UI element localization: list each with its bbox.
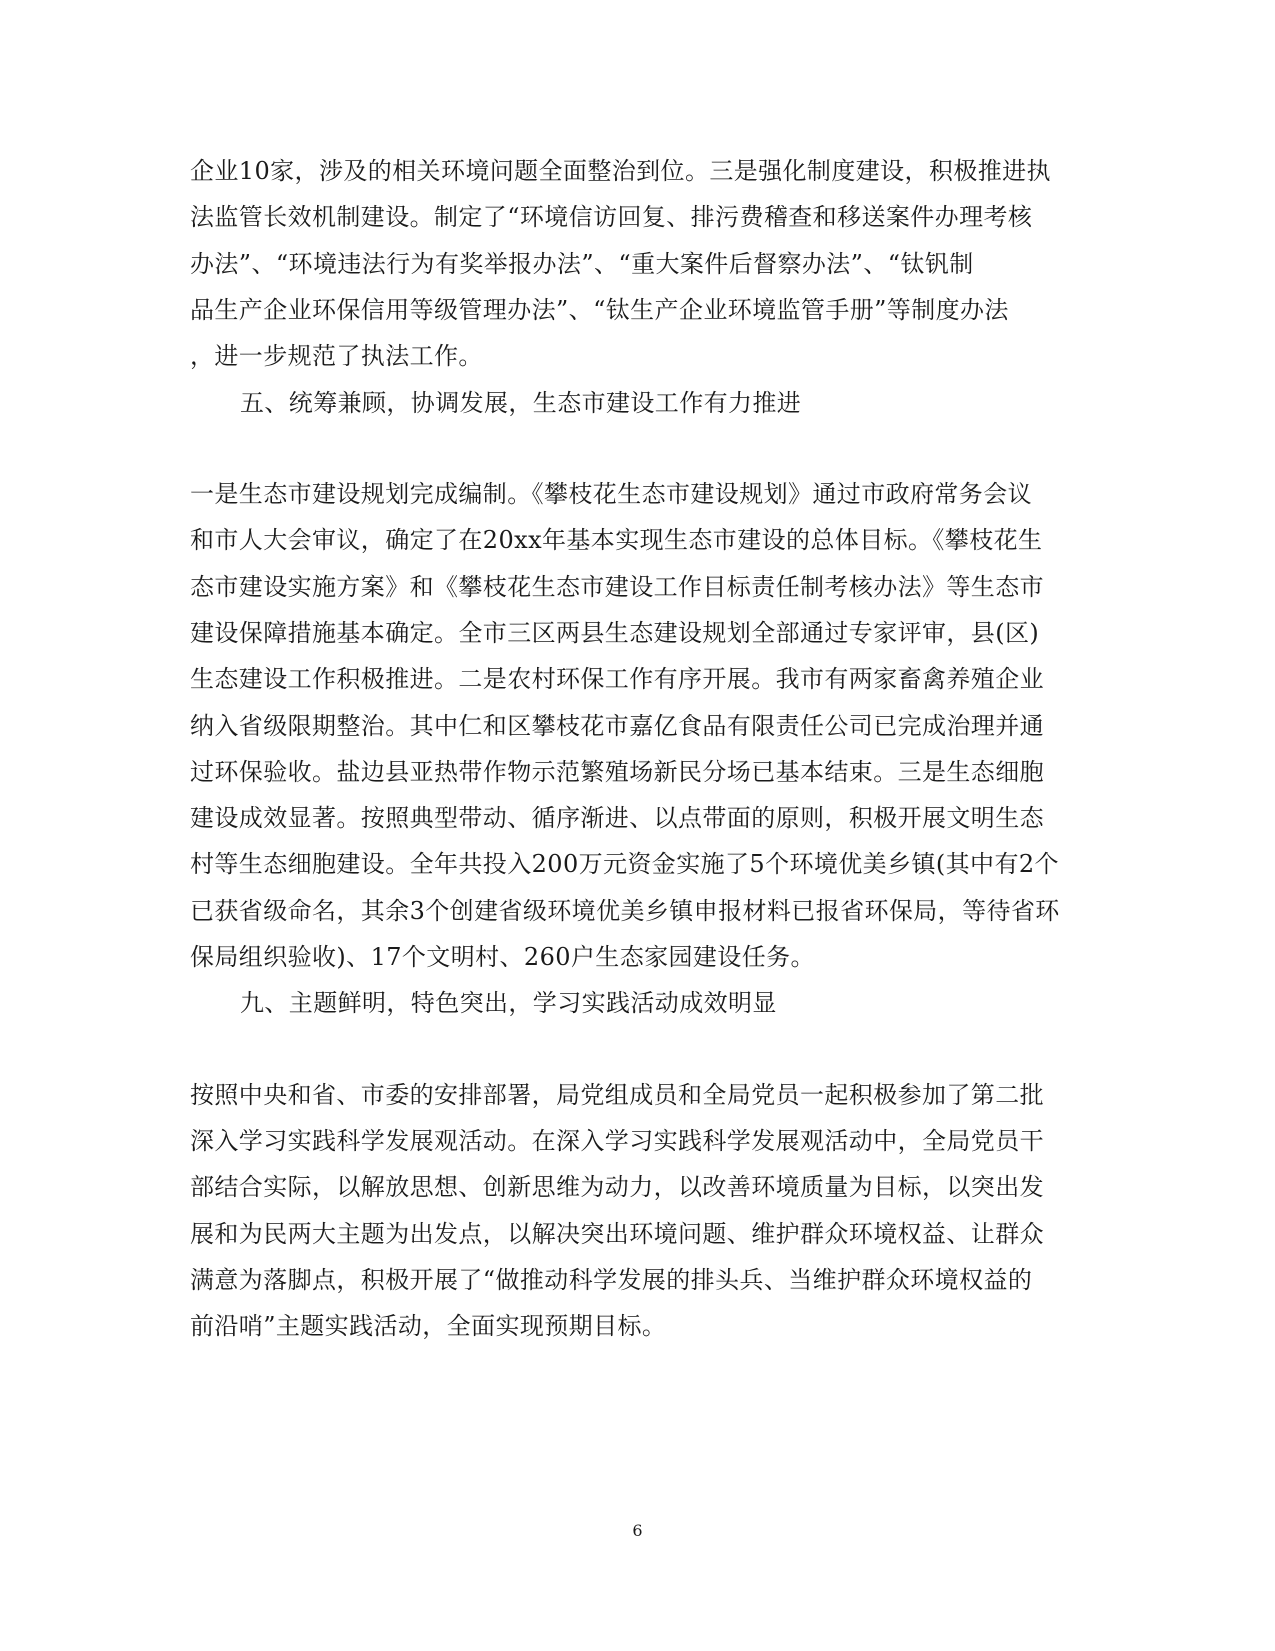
paragraph-line: 保局组织验收)、17个文明村、260户生态家园建设任务。 bbox=[190, 943, 815, 971]
paragraph-line: 法监管长效机制建设。制定了“环境信访回复、排污费稽查和移送案件办理考核 bbox=[190, 203, 1033, 231]
paragraph-line: 一是生态市建设规划完成编制。《攀枝花生态市建设规划》通过市政府常务会议 bbox=[190, 480, 1032, 508]
paragraph-line: 办法”、“环境违法行为有奖举报办法”、“重大案件后督察办法”、“钛钒制 bbox=[190, 250, 974, 278]
paragraph-line: 前沿哨”主题实践活动，全面实现预期目标。 bbox=[190, 1312, 667, 1340]
paragraph-line: 展和为民两大主题为出发点，以解决突出环境问题、维护群众环境权益、让群众 bbox=[190, 1220, 1044, 1248]
paragraph-line: 建设保障措施基本确定。全市三区两县生态建设规划全部通过专家评审，县(区) bbox=[190, 619, 1040, 647]
section-heading: 九、主题鲜明，特色突出，学习实践活动成效明显 bbox=[240, 989, 777, 1017]
paragraph-line: 企业10家，涉及的相关环境问题全面整治到位。三是强化制度建设，积极推进执 bbox=[190, 157, 1051, 185]
paragraph-line: 深入学习实践科学发展观活动。在深入学习实践科学发展观活动中，全局党员干 bbox=[190, 1127, 1044, 1155]
section-heading: 五、统筹兼顾，协调发展，生态市建设工作有力推进 bbox=[240, 389, 802, 417]
paragraph-line: 生态建设工作积极推进。二是农村环保工作有序开展。我市有两家畜禽养殖企业 bbox=[190, 665, 1044, 693]
paragraph-line: 品生产企业环保信用等级管理办法”、“钛生产企业环境监管手册”等制度办法 bbox=[190, 296, 1009, 324]
paragraph-line: 过环保验收。盐边县亚热带作物示范繁殖场新民分场已基本结束。三是生态细胞 bbox=[190, 758, 1044, 786]
paragraph-line: 按照中央和省、市委的安排部署，局党组成员和全局党员一起积极参加了第二批 bbox=[190, 1081, 1044, 1109]
paragraph-line: 态市建设实施方案》和《攀枝花生态市建设工作目标责任制考核办法》等生态市 bbox=[190, 573, 1044, 601]
paragraph-line: 纳入省级限期整治。其中仁和区攀枝花市嘉亿食品有限责任公司已完成治理并通 bbox=[190, 712, 1044, 740]
paragraph-line: 和市人大会审议，确定了在20xx年基本实现生态市建设的总体目标。《攀枝花生 bbox=[190, 526, 1043, 554]
paragraph-line: ，进一步规范了执法工作。 bbox=[190, 342, 483, 370]
paragraph-line: 已获省级命名，其余3个创建省级环境优美乡镇申报材料已报省环保局，等待省环 bbox=[190, 897, 1060, 925]
page-number: 6 bbox=[632, 1521, 643, 1540]
paragraph-line: 部结合实际，以解放思想、创新思维为动力，以改善环境质量为目标，以突出发 bbox=[190, 1173, 1044, 1201]
paragraph-line: 建设成效显著。按照典型带动、循序渐进、以点带面的原则，积极开展文明生态 bbox=[190, 804, 1044, 832]
paragraph-line: 村等生态细胞建设。全年共投入200万元资金实施了5个环境优美乡镇(其中有2个 bbox=[190, 850, 1059, 878]
paragraph-line: 满意为落脚点，积极开展了“做推动科学发展的排头兵、当维护群众环境权益的 bbox=[190, 1266, 1033, 1294]
